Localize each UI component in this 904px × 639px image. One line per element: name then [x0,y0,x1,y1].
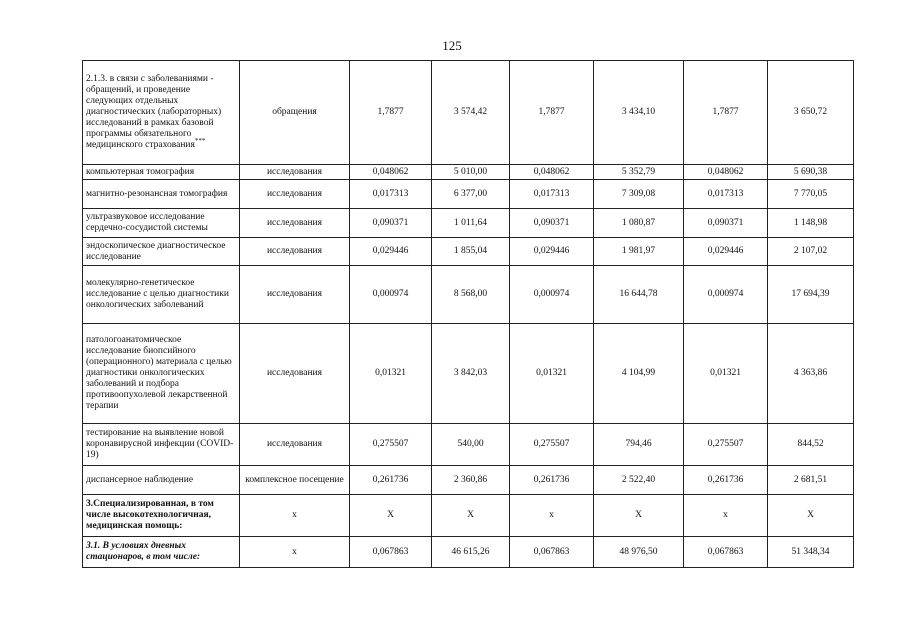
value-cell: 0,090371 [684,209,768,238]
value-cell: 3 650,72 [768,61,854,165]
row-name-cell: 3.Специализированная, в том числе высокотехнологичная, медицинская помощь: [83,495,240,537]
value-cell: 0,029446 [350,238,432,266]
value-cell: Х [594,495,684,537]
value-cell: 1 855,04 [432,238,510,266]
value-cell: 16 644,78 [594,266,684,324]
value-cell: 2 360,86 [432,466,510,495]
value-cell: 0,048062 [510,165,594,180]
unit-cell: х [240,537,350,568]
value-cell: 0,01321 [510,324,594,424]
value-cell: 1 981,97 [594,238,684,266]
value-cell: 5 352,79 [594,165,684,180]
row-name-cell: тестирование на выявление новой коронавирусной инфекции (COVID-19) [83,424,240,466]
value-cell: 8 568,00 [432,266,510,324]
unit-cell: обращения [240,61,350,165]
value-cell: 0,261736 [350,466,432,495]
row-name-cell: 3.1. В условиях дневных стационаров, в том числе: [83,537,240,568]
table-row [83,537,854,568]
value-cell: 0,017313 [684,180,768,209]
value-cell: 5 690,38 [768,165,854,180]
value-cell: Х [768,495,854,537]
value-cell: 46 615,26 [432,537,510,568]
unit-cell: исследования [240,424,350,466]
unit-cell: исследования [240,209,350,238]
value-cell: 51 348,34 [768,537,854,568]
value-cell: 0,000974 [684,266,768,324]
value-cell: 1 011,64 [432,209,510,238]
value-cell: 0,261736 [510,466,594,495]
unit-cell: исследования [240,266,350,324]
value-cell: 0,000974 [350,266,432,324]
value-cell: 0,029446 [684,238,768,266]
value-cell: 0,275507 [350,424,432,466]
value-cell: 48 976,50 [594,537,684,568]
value-cell: 3 434,10 [594,61,684,165]
value-cell: 4 104,99 [594,324,684,424]
value-cell: 7 770,05 [768,180,854,209]
unit-cell: х [240,495,350,537]
table-row [83,495,854,537]
value-cell: 0,017313 [510,180,594,209]
value-cell: 17 694,39 [768,266,854,324]
value-cell: 0,017313 [350,180,432,209]
value-cell: 794,46 [594,424,684,466]
value-cell: 0,261736 [684,466,768,495]
table-row [83,466,854,495]
value-cell: 0,090371 [510,209,594,238]
row-name-cell: патологоанатомическое исследование биопсийного (операционного) материала с целью диагностики онкологических заболеваний и подбора противоопухолевой лекарственной терапии [83,324,240,424]
table-row [83,424,854,466]
value-cell: 0,000974 [510,266,594,324]
table-row [83,209,854,238]
value-cell: 0,090371 [350,209,432,238]
value-cell: 0,01321 [350,324,432,424]
table-row [83,165,854,180]
value-cell: 1 080,87 [594,209,684,238]
value-cell: 0,067863 [350,537,432,568]
row-name-cell: молекулярно-генетическое исследование с целью диагностики онкологических заболеваний [83,266,240,324]
value-cell: 7 309,08 [594,180,684,209]
value-cell: 3 574,42 [432,61,510,165]
row-name-cell: магнитно-резонансная томография [83,180,240,209]
table-row [83,180,854,209]
value-cell: 0,01321 [684,324,768,424]
value-cell: 0,067863 [510,537,594,568]
value-cell: 1,7877 [510,61,594,165]
unit-cell: исследования [240,165,350,180]
row-name-cell: ультразвуковое исследование сердечно-сосудистой системы [83,209,240,238]
value-cell: 2 522,40 [594,466,684,495]
value-cell: 6 377,00 [432,180,510,209]
unit-cell: исследования [240,180,350,209]
value-cell: 1,7877 [350,61,432,165]
unit-cell: исследования [240,324,350,424]
data-table [82,60,854,568]
value-cell: 0,275507 [684,424,768,466]
row-name-cell: эндоскопическое диагностическое исследование [83,238,240,266]
value-cell: 5 010,00 [432,165,510,180]
unit-cell: исследования [240,238,350,266]
value-cell: 0,048062 [684,165,768,180]
value-cell: 1,7877 [684,61,768,165]
value-cell: 540,00 [432,424,510,466]
value-cell: 1 148,98 [768,209,854,238]
table-row [83,266,854,324]
value-cell: 2 107,02 [768,238,854,266]
value-cell: 3 842,03 [432,324,510,424]
value-cell: Х [350,495,432,537]
table-row [83,61,854,165]
value-cell: х [684,495,768,537]
table-row [83,238,854,266]
value-cell: 4 363,86 [768,324,854,424]
page-number: 125 [442,38,462,53]
value-cell: х [510,495,594,537]
row-name-cell: диспансерное наблюдение [83,466,240,495]
row-name-cell: 2.1.3. в связи с заболеваниями - обращений, и проведение следующих отдельных диагностических (лабораторных) исследований в рамках базовой программы обязательного медицинского страхования*** [83,61,240,165]
value-cell: 0,048062 [350,165,432,180]
value-cell: 0,029446 [510,238,594,266]
value-cell: 0,275507 [510,424,594,466]
unit-cell: комплексное посещение [240,466,350,495]
value-cell: 2 681,51 [768,466,854,495]
row-name-cell: компьютерная томография [83,165,240,180]
value-cell: 844,52 [768,424,854,466]
value-cell: Х [432,495,510,537]
table-row [83,324,854,424]
value-cell: 0,067863 [684,537,768,568]
